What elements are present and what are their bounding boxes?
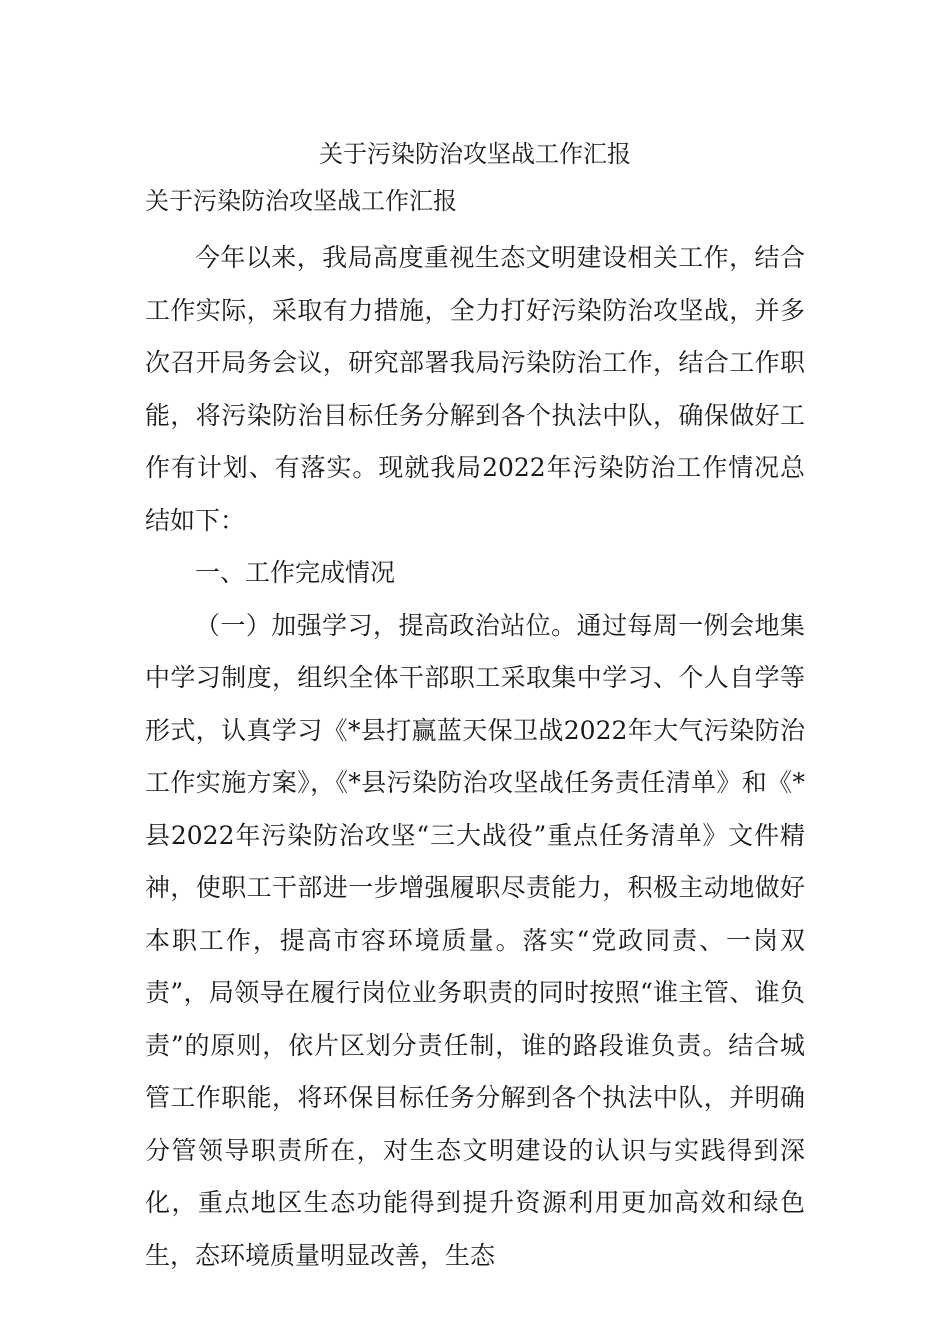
paragraph-section-1: （一）加强学习，提高政治站位。通过每周一例会地集中学习制度，组织全体干部职工采取集中学习、个人自学等形式，认真学习《*县打赢蓝天保卫战2022年大气污染防治工作实施方案》，《*县污染防治攻坚战任务责任清单》和《*县2022年污染防治攻坚“三大战役”重点任务清单》文件精神，使职工干部进一步增强履职尽责能力，积极主动地做好本职工作，提高市容环境质量。落实“党政同责、一岗双责”，局领导在履行岗位业务职责的同时按照“谁主管、谁负责”的原则，依片区划分责任制，谁的路段谁负责。结合城管工作职能，将环保目标任务分解到各个执法中队，并明确分管领导职责所在，对生态文明建设的认识与实践得到深化，重点地区生态功能得到提升资源利用更加高效和绿色生，态环境质量明显改善，生态: [145, 610, 805, 1270]
paragraph-intro: 今年以来，我局高度重视生态文明建设相关工作，结合工作实际，采取有力措施，全力打好污染防治攻坚战，并多次召开局务会议，研究部署我局污染防治工作，结合工作职能，将污染防治目标任务分解到各个执法中队，确保做好工作有计划、有落实。现就我局2022年污染防治工作情况总结如下：: [145, 243, 805, 535]
document-subtitle: 关于污染防治攻坚战工作汇报: [145, 187, 457, 215]
section-heading: 一、工作完成情况: [195, 558, 396, 587]
document-body: [145, 232, 805, 1282]
document-title: 关于污染防治攻坚战工作汇报: [319, 140, 631, 168]
